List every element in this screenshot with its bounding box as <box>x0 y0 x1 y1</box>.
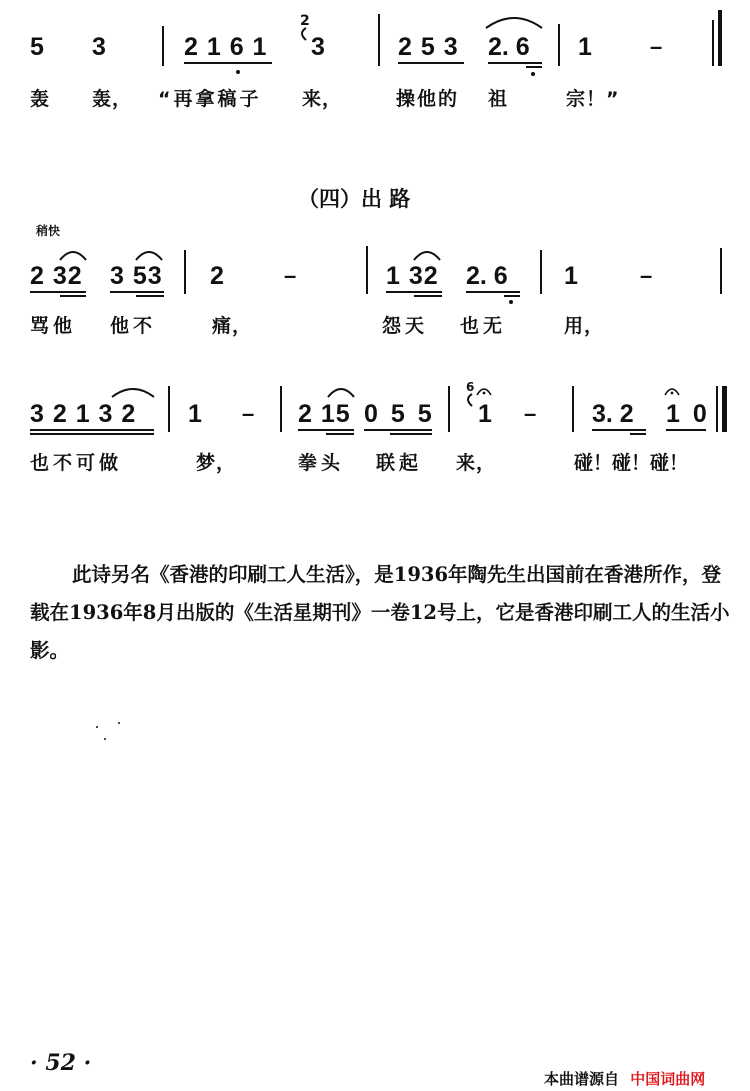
lyric: “再拿稿子 <box>158 88 262 110</box>
footer-source-label: 本曲谱源自 <box>544 1070 620 1088</box>
bar-line <box>558 24 560 66</box>
beam-underline <box>110 291 164 293</box>
beam-underline <box>326 433 354 435</box>
note-group: 3 53 <box>110 262 163 290</box>
grace-slur <box>464 394 474 408</box>
bar-line <box>168 386 170 432</box>
beam-underline <box>386 291 442 293</box>
slur <box>58 248 88 262</box>
beam-underline <box>390 433 432 435</box>
note-group: 1 32 <box>386 262 439 290</box>
low-octave-dot <box>531 72 535 76</box>
note: 1 <box>478 400 492 428</box>
beam-underline <box>398 62 464 64</box>
lyric: 拳头 <box>298 452 345 474</box>
note: 3 <box>92 33 106 61</box>
beam-underline <box>60 295 86 297</box>
footer-site-link[interactable]: 中国词曲网 <box>630 1070 706 1088</box>
slur <box>110 385 156 399</box>
lyric: 来， <box>456 452 497 474</box>
slur <box>412 248 442 262</box>
lyric: 他不 <box>110 315 157 337</box>
note-group: 3 2 1 3 2 <box>30 400 137 428</box>
note-group: 3. 2 <box>592 400 634 428</box>
note: 5 <box>30 33 44 61</box>
lyric: 也无 <box>460 315 507 337</box>
double-bar-line <box>718 10 722 66</box>
beam-underline <box>30 429 154 431</box>
dash-hold: – <box>284 263 297 288</box>
dash-hold: – <box>242 401 255 426</box>
beam-underline <box>414 295 442 297</box>
bar-line <box>184 250 186 294</box>
beam-underline <box>298 429 354 431</box>
bar-line <box>366 246 368 294</box>
tempo-mark: 稍快 <box>36 224 61 238</box>
dash-hold: – <box>650 34 663 59</box>
beam-underline <box>184 62 272 64</box>
low-octave-dot <box>236 70 240 74</box>
bar-line <box>378 14 380 66</box>
note-group: 2 5 3 <box>398 33 459 61</box>
grace-note: 2 <box>300 13 310 29</box>
note-group: 2 15 <box>298 400 351 428</box>
lyric: 碰！碰！碰！ <box>574 452 689 474</box>
note-group: 2. 6 <box>488 33 530 61</box>
speck <box>96 726 98 728</box>
lyric: 轰 <box>30 88 51 110</box>
page-number: · 52 · <box>30 1050 92 1076</box>
bar-line <box>712 20 714 66</box>
bar-line <box>572 386 574 432</box>
dash-hold: – <box>640 263 653 288</box>
lyric: 用， <box>564 315 605 337</box>
lyric: 操他的 <box>396 88 460 110</box>
grace-slur <box>298 28 308 42</box>
final-bar-line <box>722 386 727 432</box>
beam-underline <box>592 429 646 431</box>
lyric: 骂他 <box>30 315 77 337</box>
lyric: 联起 <box>376 452 423 474</box>
bar-line <box>162 26 164 66</box>
bar-line <box>720 248 722 294</box>
note: 1 <box>578 33 592 61</box>
lyric: 梦， <box>196 452 237 474</box>
beam-underline <box>488 62 542 64</box>
note: 1 <box>564 262 578 290</box>
beam-underline <box>504 295 520 297</box>
lyric: 痛， <box>212 315 253 337</box>
beam-underline <box>136 295 164 297</box>
bar-line <box>540 250 542 294</box>
lyric: 来， <box>302 88 343 110</box>
speck <box>118 722 120 724</box>
note-group: 0 5 5 <box>364 400 435 428</box>
lyric: 宗！” <box>566 88 620 110</box>
description-paragraph <box>30 556 740 670</box>
lyric: 轰， <box>92 88 133 110</box>
beam-underline <box>630 433 646 435</box>
note-group: 2. 6 <box>466 262 508 290</box>
note: 3 <box>311 33 325 61</box>
section-title: （四）出 路 <box>298 187 411 211</box>
grace-note: 6 <box>466 380 475 394</box>
low-octave-dot <box>509 300 513 304</box>
beam-underline <box>666 429 706 431</box>
dash-hold: – <box>524 401 537 426</box>
bar-line <box>448 386 450 432</box>
note: 1 <box>188 400 202 428</box>
fermata-icon <box>664 386 680 396</box>
beam-underline <box>364 429 432 431</box>
tie-slur <box>484 14 544 30</box>
beam-underline <box>466 291 520 293</box>
slur <box>134 248 164 262</box>
lyric: 怨天 <box>382 315 429 337</box>
lyric: 也不可做 <box>30 452 123 474</box>
note-group: 1 0 <box>666 400 710 428</box>
beam-underline <box>30 291 86 293</box>
footer-source <box>544 1068 705 1089</box>
beam-underline <box>30 433 154 435</box>
speck <box>104 738 106 740</box>
bar-line <box>716 386 718 432</box>
note: 2 <box>210 262 224 290</box>
bar-line <box>280 386 282 432</box>
slur <box>326 385 356 399</box>
beam-underline <box>526 66 542 68</box>
note-group: 2 1 6 1 <box>184 33 268 61</box>
fermata-icon <box>476 386 492 396</box>
note-group: 2 32 <box>30 262 83 290</box>
description-text: 此诗另名《香港的印刷工人生活》，是1936年陶先生出国前在香港所作，登载在1936年8月出版的《生活星期刊》一卷12号上，它是香港印刷工人的生活小影。 <box>30 563 730 662</box>
lyric: 祖 <box>488 88 509 110</box>
